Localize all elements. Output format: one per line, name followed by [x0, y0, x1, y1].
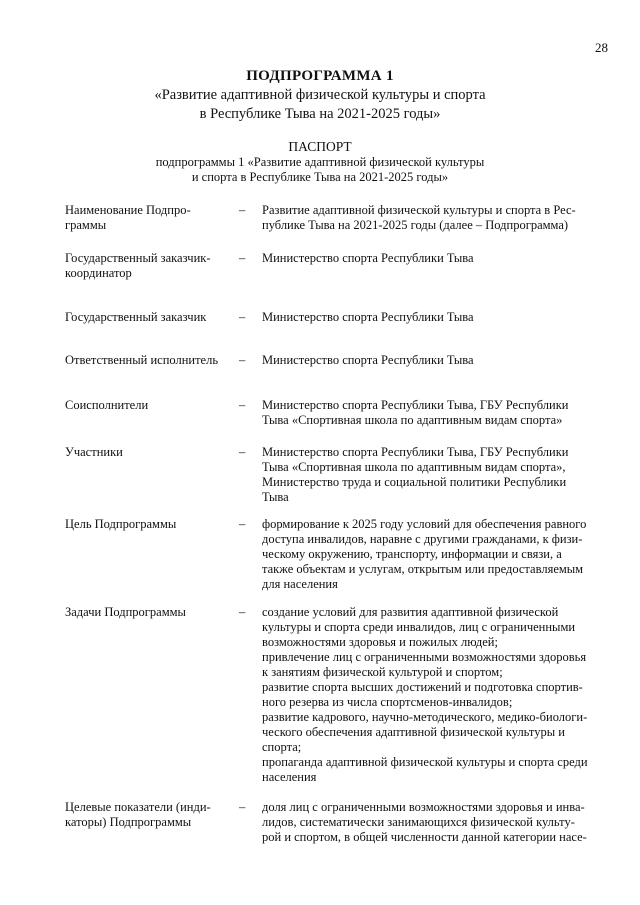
row-value	[262, 517, 605, 592]
row-value-line: публике Тыва на 2021-2025 годы (далее – Подпрограмма)	[262, 218, 569, 232]
row-value	[262, 398, 605, 428]
row-dash: –	[239, 398, 246, 412]
row-value-line: к занятиям физической культурой и спортом;	[262, 665, 503, 679]
row-label	[65, 398, 230, 413]
row-value-line: лидов, систематически занимающихся физической культу-	[262, 815, 575, 829]
row-label	[65, 203, 230, 233]
row-value-line: доступа инвалидов, наравне с другими гражданами, к физи-	[262, 532, 583, 546]
row-dash: –	[239, 800, 246, 814]
row-value-line: Тыва	[262, 490, 289, 504]
row-value-line: культуры и спорта среди инвалидов, лиц с ограниченными	[262, 620, 576, 634]
row-label	[65, 353, 230, 368]
row-value-line: пропаганда адаптивной физической культуры и спорта среди	[262, 755, 588, 769]
row-value	[262, 310, 605, 325]
row-label	[65, 310, 230, 325]
row-value	[262, 800, 605, 845]
row-label-line: каторы) Подпрограммы	[65, 815, 192, 829]
row-dash: –	[239, 251, 246, 265]
row-label-line: Государственный заказчик-	[65, 251, 211, 265]
row-value-line: ного резерва из числа спортсменов-инвалидов;	[262, 695, 513, 709]
passport-heading: ПАСПОРТ	[288, 139, 352, 154]
row-value-line: Министерство спорта Республики Тыва, ГБУ Республики	[262, 398, 569, 412]
row-label	[65, 800, 230, 830]
row-value	[262, 445, 605, 505]
subprogram-title-line1: «Развитие адаптивной физической культуры и спорта	[154, 87, 486, 103]
row-dash: –	[239, 517, 246, 531]
row-label	[65, 445, 230, 460]
row-value-line: населения	[262, 770, 317, 784]
row-value-line: формирование к 2025 году условий для обеспечения равного	[262, 517, 587, 531]
row-value-line: Тыва «Спортивная школа по адаптивным видам спорта»,	[262, 460, 566, 474]
row-label-line: координатор	[65, 266, 132, 280]
row-dash: –	[239, 353, 246, 367]
row-dash: –	[239, 310, 246, 324]
row-dash: –	[239, 605, 246, 619]
row-value	[262, 605, 605, 785]
row-value	[262, 203, 605, 233]
row-value-line: ческому окружению, транспорту, информации и связи, а	[262, 547, 562, 561]
row-value-line: Министерство спорта Республики Тыва	[262, 353, 474, 367]
row-value-line: также объектам и услугам, открытым или предоставляемым	[262, 562, 584, 576]
page-number: 28	[595, 40, 608, 55]
row-label-line: Участники	[65, 445, 123, 459]
row-value-line: развитие кадрового, научно-методического, медико-биологи-	[262, 710, 588, 724]
row-label-line: Наименование Подпро-	[65, 203, 191, 217]
row-value-line: Министерство спорта Республики Тыва	[262, 310, 474, 324]
subprogram-title-line2: в Республике Тыва на 2021-2025 годы»	[199, 106, 441, 122]
row-value-line: ческого обеспечения адаптивной физической культуры и	[262, 725, 565, 739]
row-label-line: граммы	[65, 218, 107, 232]
row-value-line: привлечение лиц с ограниченными возможностями здоровья	[262, 650, 587, 664]
row-value-line: развитие спорта высших достижений и подготовка спортив-	[262, 680, 583, 694]
row-value-line: Министерство спорта Республики Тыва, ГБУ Республики	[262, 445, 569, 459]
row-value-line: рой и спортом, в общей численности данной категории насе-	[262, 830, 587, 844]
row-label-line: Соисполнители	[65, 398, 149, 412]
row-value-line: Развитие адаптивной физической культуры и спорта в Рес-	[262, 203, 576, 217]
row-value-line: создание условий для развития адаптивной физической	[262, 605, 559, 619]
row-value-line: доля лиц с ограниченными возможностями здоровья и инва-	[262, 800, 585, 814]
row-value-line: для населения	[262, 577, 338, 591]
row-value-line: Тыва «Спортивная школа по адаптивным видам спорта»	[262, 413, 563, 427]
row-value-line: возможностями здоровья и пожилых людей;	[262, 635, 498, 649]
passport-subtitle-line1: подпрограммы 1 «Развитие адаптивной физической культуры	[155, 155, 485, 169]
row-value	[262, 251, 605, 266]
row-value-line: Министерство спорта Республики Тыва	[262, 251, 474, 265]
row-label-line: Государственный заказчик	[65, 310, 207, 324]
row-label-line: Задачи Подпрограммы	[65, 605, 186, 619]
row-label-line: Ответственный исполнитель	[65, 353, 219, 367]
row-label-line: Цель Подпрограммы	[65, 517, 177, 531]
title-block	[0, 67, 640, 123]
row-dash: –	[239, 203, 246, 217]
row-value-line: спорта;	[262, 740, 302, 754]
row-label	[65, 517, 230, 532]
passport-heading-block	[0, 138, 640, 185]
row-label-line: Целевые показатели (инди-	[65, 800, 211, 814]
row-value-line: Министерство труда и социальной политики Республики	[262, 475, 567, 489]
row-value	[262, 353, 605, 368]
row-label	[65, 251, 230, 281]
passport-subtitle-line2: и спорта в Республике Тыва на 2021-2025 годы»	[191, 170, 449, 184]
row-dash: –	[239, 445, 246, 459]
row-label	[65, 605, 230, 620]
subprogram-title: ПОДПРОГРАММА 1	[246, 68, 394, 84]
